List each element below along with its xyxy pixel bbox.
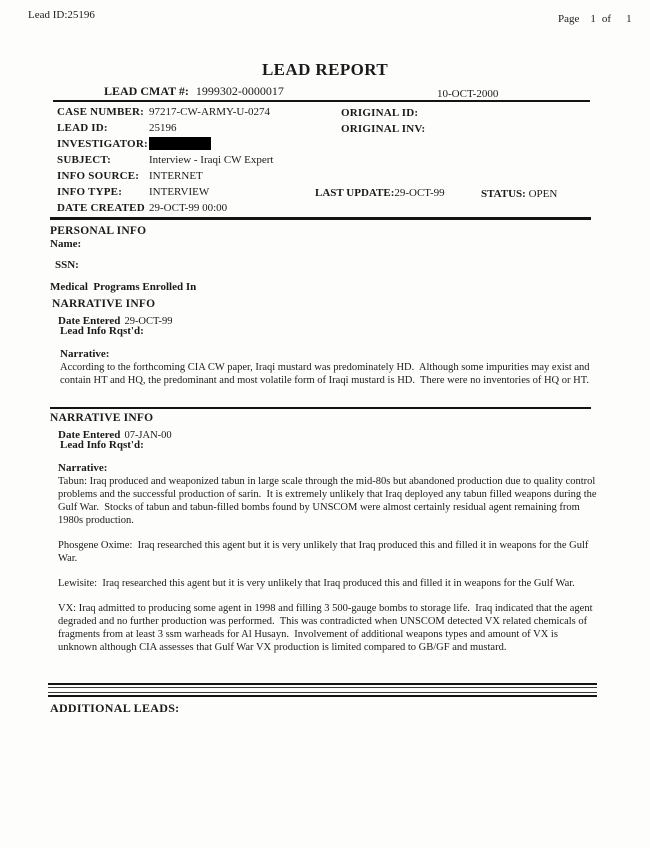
date-created-value: 29-OCT-99 00:00: [149, 202, 228, 214]
info-type-label: INFO TYPE:: [57, 186, 123, 198]
header-page-indicator: [558, 13, 632, 25]
date-created-label: DATE CREATED: [57, 202, 145, 214]
status-value: OPEN: [528, 188, 558, 200]
report-date: 10-OCT-2000: [437, 88, 499, 100]
header-lead-id: Lead ID:25196: [28, 9, 95, 21]
case-number-value: 97217-CW-ARMY-U-0274: [149, 106, 270, 118]
investigator-label: INVESTIGATOR:: [57, 138, 148, 150]
subject-value: Interview - Iraqi CW Expert: [149, 154, 274, 166]
divider-top: [53, 100, 590, 102]
page-label: Page: [558, 13, 580, 25]
last-update-label: LAST UPDATE:: [315, 187, 395, 199]
info-source-label: INFO SOURCE:: [57, 170, 140, 182]
page-total: 1: [626, 13, 632, 25]
of-label: of: [601, 13, 612, 25]
case-number-row: [57, 106, 270, 118]
divider-bottom-line-3: [48, 692, 597, 693]
report-title: LEAD REPORT: [261, 60, 389, 79]
narrative-2-block: [58, 462, 598, 666]
redacted-investigator-value: [149, 137, 211, 150]
narrative-2-paragraph-tabun: Tabun: Iraq produced and weaponized tabun in large scale through the mid-80s but abandoned production due to quality control problems and the successful production of sarin. It is extremely unlikely that Iraq deployed any tabun filled weapons during the Gulf War. Stocks of tabun and tabun-filled bombs found by UNSCOM were almost certainly residual agent remaining from 1980s production.: [58, 476, 600, 526]
status-label: STATUS:: [481, 188, 526, 200]
personal-info-heading: PERSONAL INFO: [50, 225, 147, 237]
case-number-label: CASE NUMBER:: [57, 106, 145, 118]
divider-thick: [50, 217, 591, 220]
subject-label: SUBJECT:: [57, 154, 111, 166]
date-entered-label-1: Date Entered: [58, 315, 121, 327]
divider-bottom-line-2: [48, 687, 597, 688]
investigator-row: [57, 137, 211, 150]
lead-info-rqstd-label-1: Lead Info Rqst'd:: [60, 325, 144, 337]
narrative-1-paragraph: According to the forthcoming CIA CW paper, Iraqi mustard was predominately HD. Although some impurities may exist and contain HT and HQ, the predominant and most volatile form of Iraqi mustard is HD. There were no inventories of HQ or HT.: [60, 362, 593, 386]
status-field: [481, 188, 557, 200]
page-number: 1: [590, 13, 596, 25]
lead-cmat-value: 1999302-0000017: [195, 84, 284, 98]
narrative-info-2-heading: NARRATIVE INFO: [50, 412, 154, 424]
lead-id-label: LEAD ID:: [57, 122, 108, 134]
narrative-2-paragraph-phosgene: Phosgene Oxime: Iraq researched this agent but it is very unlikely that Iraq produced this and filled it in weapons for the Gulf War.: [58, 540, 591, 564]
narrative-2-paragraph-vx: VX: Iraq admitted to producing some agent in 1998 and filling 3 500-gauge bombs to storage life. Iraq indicated that the agent degraded and no further production was performed. This was contradicted when UNSCOM detected VX related chemicals of fragments from at least 3 ssm warheads for Al Husayn. Involvement of additional weapons types and amount of VX is unknown although CIA assesses that Gulf War VX production is limited compared to GB/GF and mustard.: [58, 603, 596, 653]
info-type-row: [57, 186, 209, 198]
last-update-field: [315, 187, 445, 199]
date-created-row: [57, 202, 227, 214]
lead-cmat-row: [104, 84, 284, 99]
divider-mid: [50, 407, 591, 409]
subject-row: [57, 154, 273, 166]
date-entered-label-2: Date Entered: [58, 429, 121, 441]
last-update-value: 29-OCT-99: [394, 187, 445, 199]
original-inv-label: ORIGINAL INV:: [341, 123, 426, 135]
info-source-row: [57, 170, 203, 182]
narrative-info-1-heading: NARRATIVE INFO: [52, 298, 156, 310]
additional-leads-heading: ADDITIONAL LEADS:: [50, 701, 180, 715]
narrative-label-1: Narrative:: [60, 348, 110, 360]
medical-programs-heading: Medical Programs Enrolled In: [50, 281, 197, 293]
lead-info-rqstd-label-2: Lead Info Rqst'd:: [60, 439, 144, 451]
date-entered-value-2: 07-JAN-00: [124, 430, 172, 441]
narrative-2-paragraph-lewisite: Lewisite: Iraq researched this agent but it is very unlikely that Iraq produced this and filled it in weapons for the Gulf War.: [58, 578, 575, 589]
info-source-value: INTERNET: [149, 170, 203, 182]
lead-id-value: 25196: [149, 122, 177, 134]
info-type-value: INTERVIEW: [149, 186, 210, 198]
date-entered-value-1: 29-OCT-99: [124, 316, 173, 327]
original-id-label: ORIGINAL ID:: [341, 107, 419, 119]
lead-cmat-label: LEAD CMAT #:: [104, 84, 189, 98]
name-label: Name:: [50, 238, 82, 250]
narrative-label-2: Narrative:: [58, 462, 108, 474]
divider-bottom-line-1: [48, 683, 597, 685]
narrative-1-block: [60, 348, 597, 399]
lead-id-row: [57, 122, 177, 134]
divider-bottom-line-4: [48, 695, 597, 697]
ssn-label: SSN:: [55, 259, 79, 271]
